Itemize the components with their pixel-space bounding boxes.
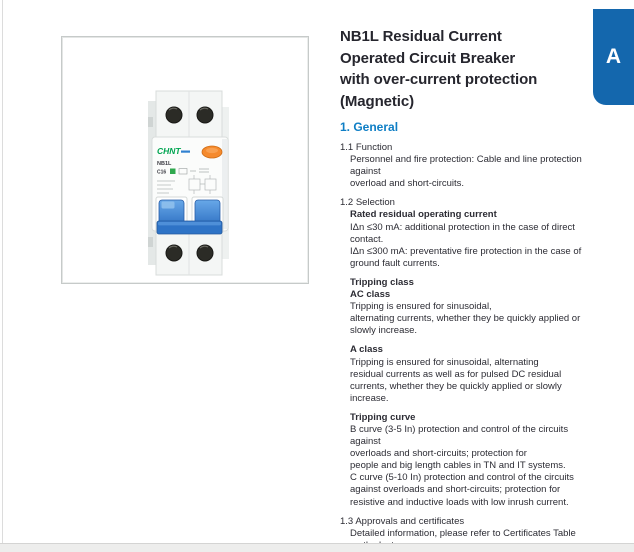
breaker-top-terminals	[156, 91, 222, 139]
subsection-heading: 1.1 Function	[340, 142, 393, 153]
text-line: AC class	[350, 289, 391, 301]
circuit-breaker-image	[143, 87, 237, 279]
text-line: overload and short-circuits.	[350, 178, 465, 190]
text-line: against	[350, 166, 381, 178]
subsection-heading: 1.3 Approvals and certificates	[340, 515, 465, 527]
text-line: increase.	[350, 392, 389, 404]
text-line: Rated residual operating current	[350, 209, 497, 221]
page-title-line: (Magnetic)	[340, 92, 415, 110]
section-tab-letter: A	[605, 45, 622, 68]
test-button	[202, 146, 222, 158]
section-content	[340, 142, 596, 552]
page-title-line: NB1L Residual Current	[340, 28, 502, 45]
text-line: C curve (5-10 In) protection and control of the circuits	[350, 472, 574, 484]
text-line: against overloads and short-circuits; protection for	[350, 484, 561, 496]
toggle-tie-bar	[157, 221, 222, 234]
text-line: Detailed information, please refer to Certificates Table	[350, 527, 576, 539]
page-title-line: Operated Circuit Breaker	[340, 49, 516, 67]
text-line: Tripping class	[350, 276, 414, 288]
text-line: overloads and short-circuits; protection for	[350, 448, 527, 460]
brand-logo-swoosh	[181, 151, 190, 153]
page-title	[340, 26, 596, 112]
text-line: IΔn ≤30 mA: additional protection in the case of direct	[350, 221, 575, 233]
status-indicator	[170, 169, 176, 175]
brand-logo: CHNT	[157, 146, 181, 156]
model-label: NB1L	[157, 161, 172, 167]
text-line: currents, whether they be quickly applied or slowly	[350, 380, 562, 392]
text-line: A class	[350, 344, 383, 356]
text-line: B curve (3-5 In) protection and control of the circuits against	[350, 423, 569, 448]
text-line: Personnel and fire protection: Cable and line protection	[350, 154, 582, 166]
page-bottom-edge	[0, 543, 634, 552]
text-line: contact.	[350, 233, 384, 245]
breaker-face-panel	[152, 137, 228, 234]
rating-label: C16	[157, 169, 167, 176]
text-line: Tripping curve	[350, 411, 416, 423]
text-line: Tripping is ensured for sinusoidal,	[350, 301, 492, 313]
text-line: ground fault currents.	[350, 257, 440, 269]
page-left-edge	[2, 0, 3, 543]
breaker-bottom-terminals	[156, 229, 222, 275]
toggle-handle-label	[162, 202, 175, 209]
content-column	[340, 26, 596, 552]
text-line: residual currents as well as for pulsed DC residual	[350, 368, 562, 380]
text-line: IΔn ≤300 mA: preventative fire protection in the case of	[350, 245, 582, 257]
section-tab-a	[593, 9, 634, 105]
page-title-line: with over-current protection	[340, 71, 538, 88]
section-heading-general: 1. General	[340, 120, 399, 134]
product-image-frame	[61, 36, 309, 284]
text-line: slowly increase.	[350, 325, 418, 337]
text-line: Tripping is ensured for sinusoidal, alternating	[350, 356, 539, 368]
text-line: people and big length cables in TN and IT systems.	[350, 460, 566, 472]
subsection-heading: 1.2 Selection	[340, 197, 395, 209]
text-line: resistive and inductive loads with low inrush current.	[350, 496, 569, 508]
text-line: alternating currents, whether they be quickly applied or	[350, 313, 581, 325]
